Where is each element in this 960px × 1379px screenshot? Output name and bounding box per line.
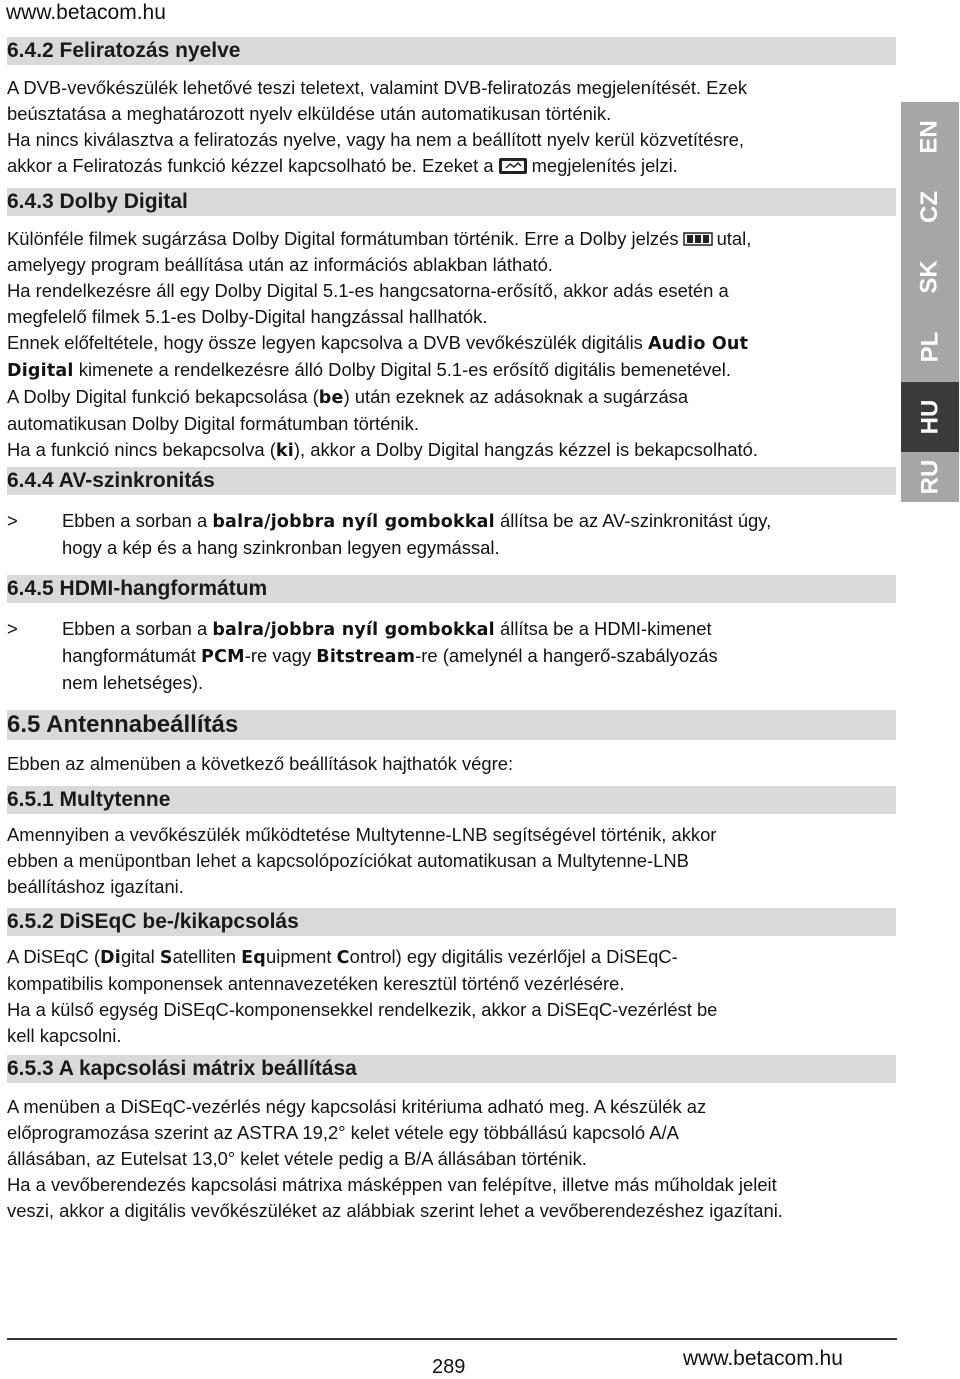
text-segment: állítsa be a HDMI-kimenet <box>500 618 712 639</box>
text-segment: megjelenítés jelzi. <box>531 155 678 176</box>
text-segment: Ebben a sorban a <box>62 618 208 639</box>
text-line: beúsztatása a meghatározott nyelv elküldése után automatikusan történik. <box>7 103 612 124</box>
language-tab-label: HU <box>915 399 943 435</box>
bullet-text <box>62 616 718 696</box>
text-segment: állítsa be az AV-szinkronitást úgy, <box>500 510 772 531</box>
text-line <box>7 437 897 464</box>
language-tab-hu[interactable] <box>901 382 959 452</box>
text-segment: uipment <box>266 946 337 967</box>
text-line: Amennyiben a vevőkészülék működtetése Multytenne-LNB segítségével történik, akkor <box>7 824 717 845</box>
bullet-item <box>7 508 897 560</box>
footer-website-url: www.betacom.hu <box>683 1347 843 1370</box>
text-segment: -re vagy <box>244 645 312 666</box>
text-segment: A Dolby Digital funkció bekapcsolása ( <box>7 386 319 407</box>
text-segment: ), akkor a Dolby Digital hangzás kézzel is bekapcsolható. <box>293 439 758 460</box>
text-line: Ha nincs kiválasztva a feliratozás nyelve, vagy ha nem a beállított nyelv kerül közvetítésre, <box>7 129 744 150</box>
text-line: hogy a kép és a hang szinkronban legyen egymással. <box>62 537 500 558</box>
section-6-5-text <box>7 751 897 777</box>
section-heading-6-4-3: 6.4.3 Dolby Digital <box>7 188 896 216</box>
dolby-icon <box>683 229 713 247</box>
header-website-url: www.betacom.hu <box>6 1 166 24</box>
bullet-item <box>7 616 897 694</box>
text-segment: Ennek előfeltétele, hogy össze legyen kapcsolva a DVB vevőkészülék digitális <box>7 332 643 353</box>
bold-term: Bitstream <box>316 647 416 667</box>
text-line: veszi, akkor a digitális vevőkészüléket az alábbiak szerint lehet a vevőberendezéshez igazítani. <box>7 1200 783 1221</box>
text-line: amelyegy program beállítása után az információs ablakban látható. <box>7 254 553 275</box>
text-line: előprogramozása szerint az ASTRA 19,2° kelet vétele egy többállású kapcsoló A/A <box>7 1122 679 1143</box>
bold-term: be <box>318 388 344 408</box>
page-number: 289 <box>432 1356 466 1378</box>
text-line <box>7 357 897 384</box>
text-line <box>7 944 897 971</box>
text-line: automatikusan Dolby Digital formátumban történik. <box>7 413 419 434</box>
text-segment: Különféle filmek sugárzása Dolby Digital formátumban történik. Erre a Dolby jelzés <box>7 228 679 249</box>
text-line: Ha a vevőberendezés kapcsolási mátrixa másképpen van felépítve, illetve más műholdak jeleit <box>7 1174 777 1195</box>
language-tab-cz[interactable] <box>901 172 959 242</box>
subtitle-icon <box>498 156 528 174</box>
section-heading-6-5-3: 6.5.3 A kapcsolási mátrix beállítása <box>7 1055 896 1083</box>
text-line: kell kapcsolni. <box>7 1025 122 1046</box>
language-tab-label: PL <box>915 331 943 363</box>
text-segment: gital <box>120 946 160 967</box>
text-line: A menüben a DiSEqC-vezérlés négy kapcsolási kritériuma adható meg. A készülék az <box>7 1096 707 1117</box>
language-tab-ru[interactable] <box>901 452 959 502</box>
text-line: kompatibilis komponensek antennavezetéken keresztül történő vezérlésére. <box>7 973 625 994</box>
section-heading-6-4-4: 6.4.4 AV-szinkronitás <box>7 467 896 495</box>
text-line: A DVB-vevőkészülék lehetővé teszi teletext, valamint DVB-feliratozás megjelenítését. Ezek <box>7 77 748 98</box>
section-heading-6-4-2: 6.4.2 Feliratozás nyelve <box>7 37 896 65</box>
text-segment: hangformátumát <box>62 645 196 666</box>
bold-term: C <box>336 948 350 968</box>
text-line <box>7 384 897 411</box>
language-tab-label: SK <box>916 260 943 294</box>
text-segment: kimenete a rendelkezésre álló Dolby Digital 5.1-es erősítő digitális bemenetével. <box>78 359 731 380</box>
language-tab-en[interactable] <box>901 102 959 172</box>
language-tab-label: CZ <box>916 191 943 223</box>
bold-term: Di <box>100 948 121 968</box>
text-segment: atelliten <box>172 946 242 967</box>
language-tab-sk[interactable] <box>901 242 959 312</box>
bullet-text <box>62 508 771 561</box>
text-segment: ontrol) egy digitális vezérlőjel a DiSEqC- <box>349 946 678 967</box>
section-6-4-2-text <box>7 75 897 179</box>
text-segment: akkor a Feliratozás funkció kézzel kapcsolható be. Ezeket a <box>7 155 494 176</box>
text-line <box>7 153 897 179</box>
text-line <box>7 226 897 252</box>
language-tab-label: EN <box>916 120 943 154</box>
text-segment: -re (amelynél a hangerő-szabályozás <box>415 645 718 666</box>
text-line: nem lehetséges). <box>62 672 204 693</box>
text-line: Ha rendelkezésre áll egy Dolby Digital 5.1-es hangcsatorna-erősítő, akkor adás esetén a <box>7 280 729 301</box>
text-line: Ebben az almenüben a következő beállítások hajthatók végre: <box>7 753 514 774</box>
section-heading-6-5: 6.5 Antennabeállítás <box>7 710 896 740</box>
text-line <box>7 330 897 357</box>
text-line: Ha a külső egység DiSEqC-komponensekkel rendelkezik, akkor a DiSEqC-vezérlést be <box>7 999 718 1020</box>
language-tab-pl[interactable] <box>901 312 959 382</box>
bold-term: balra/jobbra nyíl gombokkal <box>212 512 495 532</box>
bullet-marker: > <box>7 618 18 639</box>
text-segment: Ebben a sorban a <box>62 510 208 531</box>
section-6-5-2-text <box>7 944 897 1049</box>
section-heading-6-5-2: 6.5.2 DiSEqC be-/kikapcsolás <box>7 908 896 936</box>
text-line: ebben a menüpontban lehet a kapcsolópozíciókat automatikusan a Multytenne-LNB <box>7 850 689 871</box>
section-6-4-3-text <box>7 226 897 464</box>
section-6-5-3-text <box>7 1094 897 1224</box>
text-segment: utal, <box>716 228 752 249</box>
text-segment: ) után ezeknek az adásoknak a sugárzása <box>343 386 689 407</box>
section-heading-6-5-1: 6.5.1 Multytenne <box>7 786 896 814</box>
language-tab-label: RU <box>915 459 943 495</box>
section-6-5-1-text <box>7 822 897 900</box>
bold-term: S <box>159 948 173 968</box>
text-line: állásában, az Eutelsat 13,0° kelet vétele pedig a B/A állásában történik. <box>7 1148 587 1169</box>
section-heading-6-4-5: 6.4.5 HDMI-hangformátum <box>7 575 896 603</box>
bold-term: Digital <box>7 361 74 381</box>
bold-term: Audio Out <box>648 334 749 354</box>
text-line: beállításhoz igazítani. <box>7 876 184 897</box>
text-segment: A DiSEqC ( <box>7 946 101 967</box>
bullet-marker: > <box>7 510 18 531</box>
footer-divider <box>7 1338 897 1340</box>
bold-term: PCM <box>201 647 245 667</box>
bold-term: ki <box>275 441 294 461</box>
bold-term: Eq <box>241 948 267 968</box>
text-segment: Ha a funkció nincs bekapcsolva ( <box>7 439 276 460</box>
text-line: megfelelő filmek 5.1-es Dolby-Digital hangzással hallhatók. <box>7 306 488 327</box>
bold-term: balra/jobbra nyíl gombokkal <box>212 620 495 640</box>
